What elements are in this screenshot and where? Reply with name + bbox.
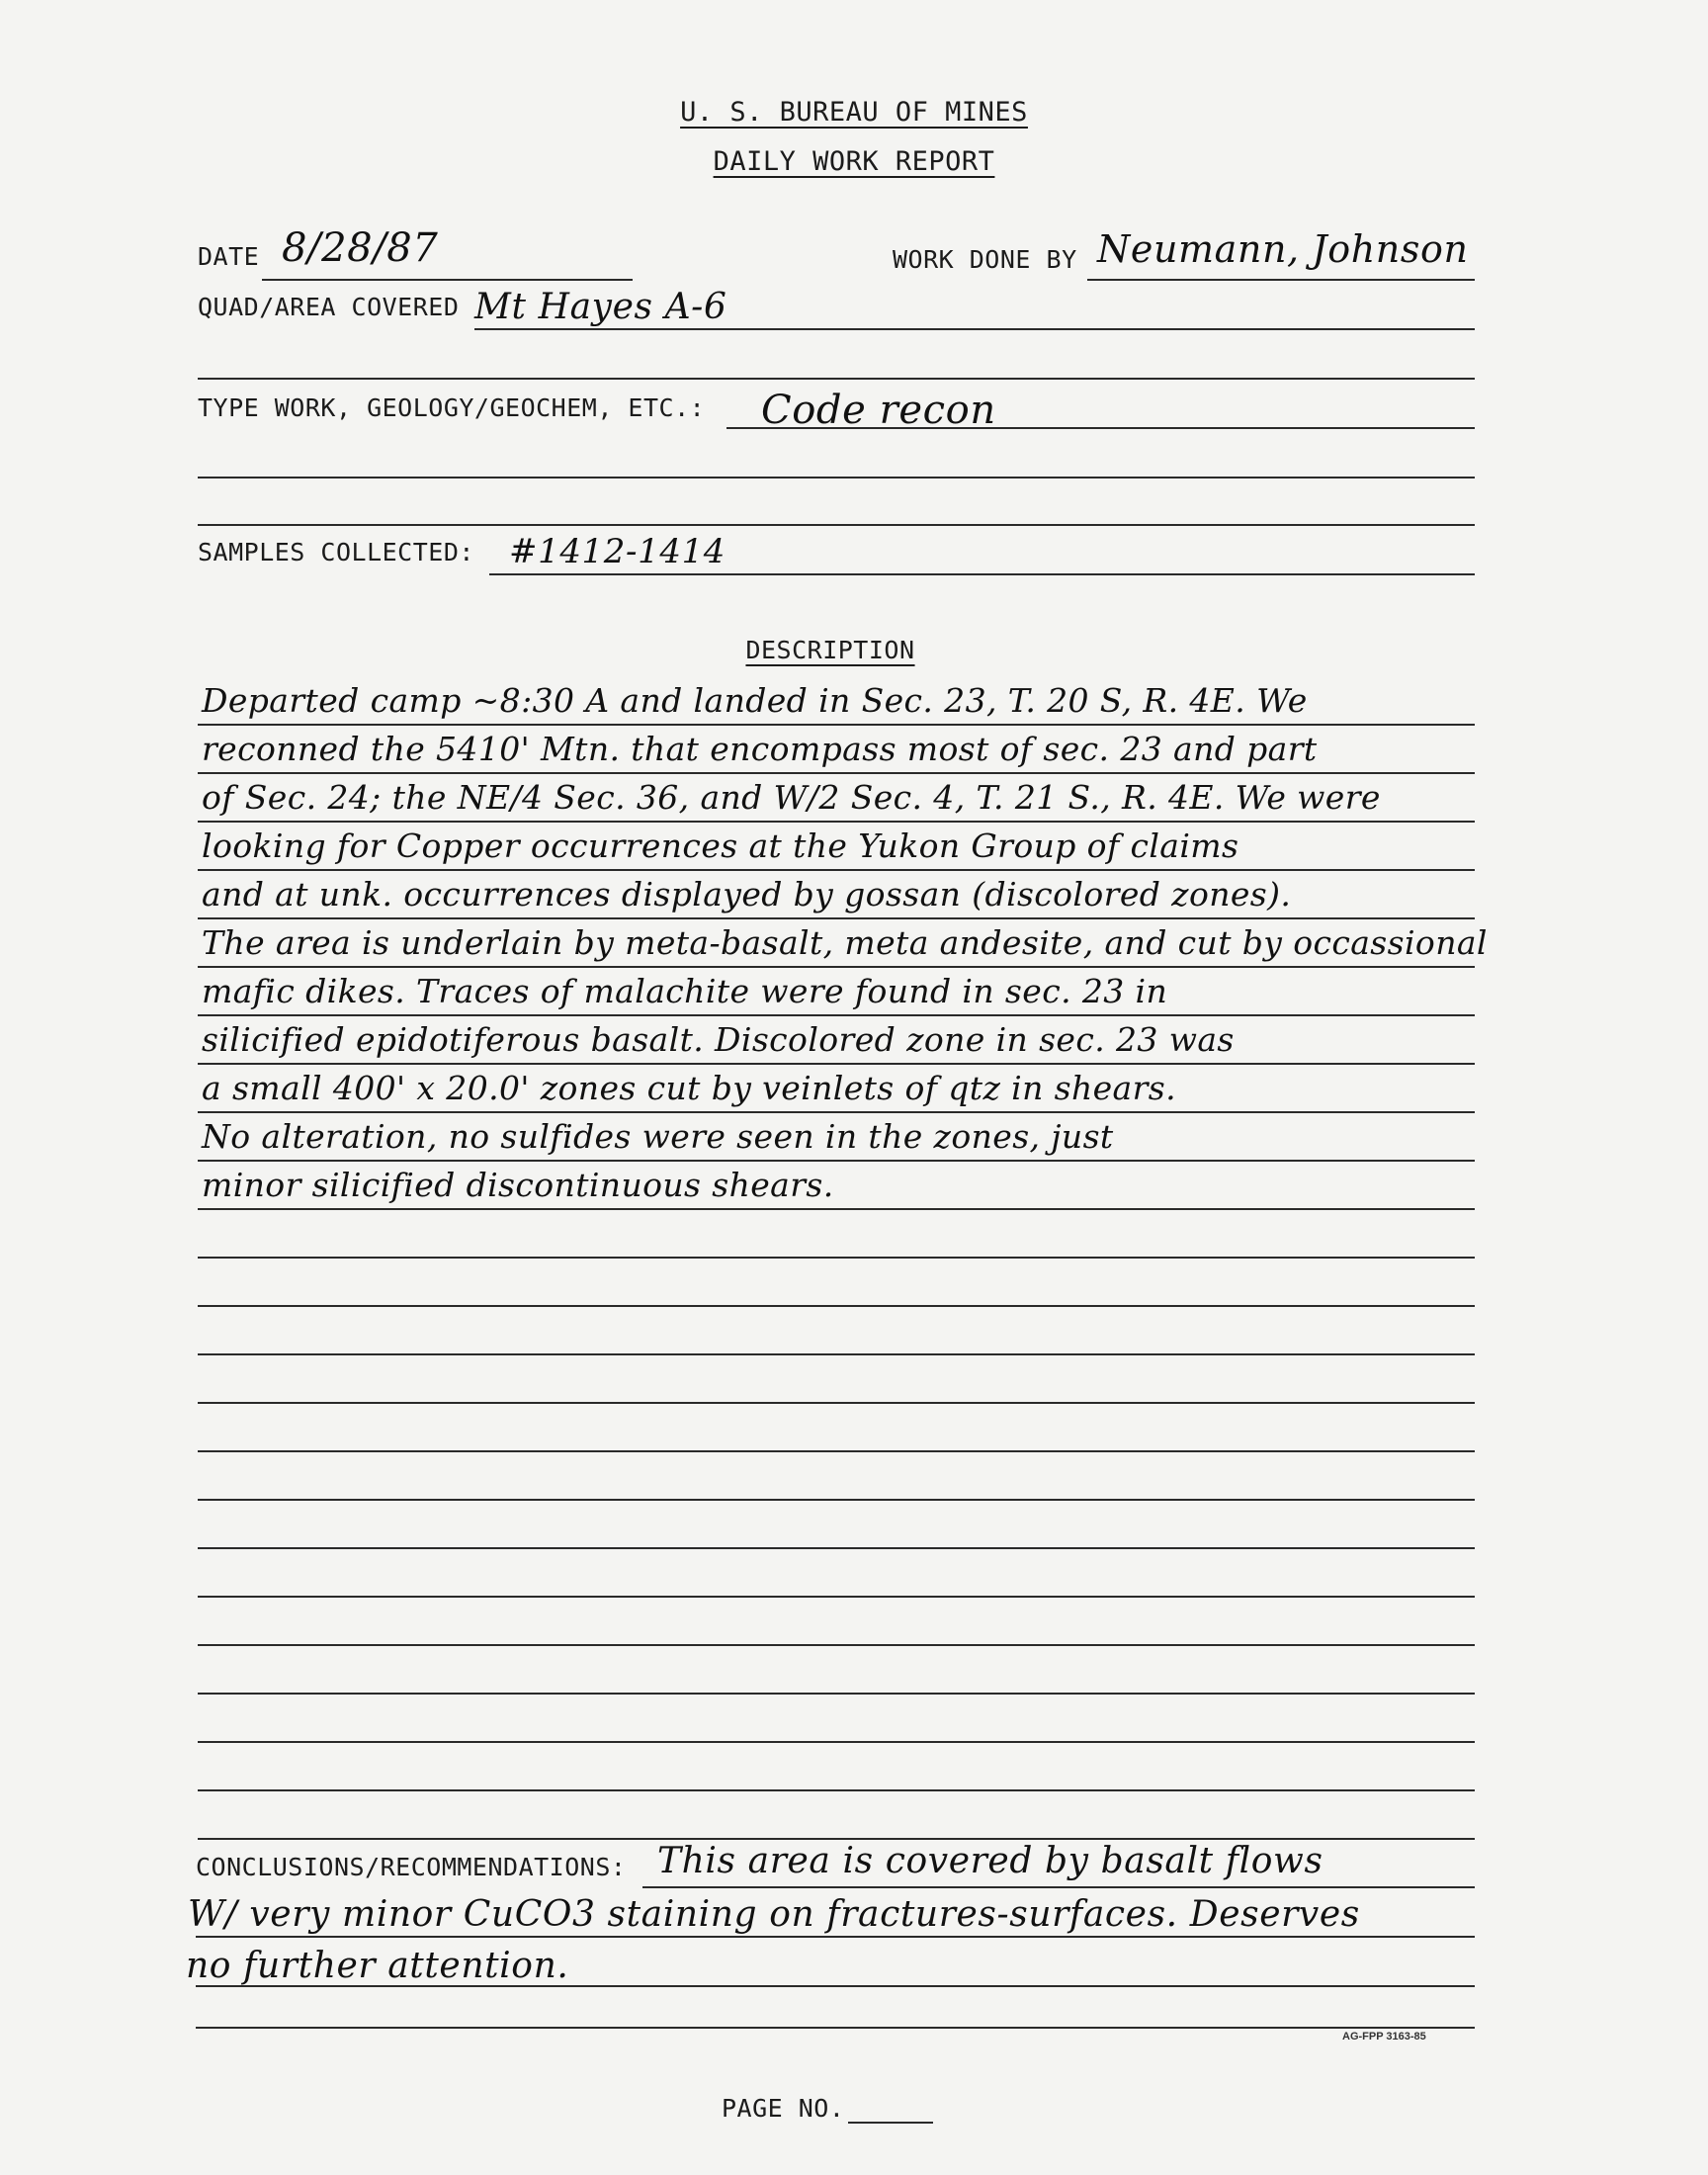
work-done-by-value: Neumann, Johnson bbox=[1097, 227, 1469, 271]
description-line: The area is underlain by meta-basalt, meta andesite, and cut by occassional bbox=[198, 916, 1475, 968]
quad-rule bbox=[474, 328, 1475, 330]
quad-rule-2 bbox=[198, 378, 1475, 380]
date-value: 8/28/87 bbox=[282, 225, 439, 271]
description-line: of Sec. 24; the NE/4 Sec. 36, and W/2 Sec. 4, T. 21 S., R. 4E. We were bbox=[198, 771, 1475, 823]
description-line bbox=[198, 1643, 1475, 1695]
report-type-title: DAILY WORK REPORT bbox=[713, 146, 995, 177]
work-done-by-rule bbox=[1087, 279, 1475, 281]
samples-value: #1412-1414 bbox=[509, 532, 726, 571]
description-line: looking for Copper occurrences at the Yukon Group of claims bbox=[198, 820, 1475, 871]
page-number-rule bbox=[848, 2122, 933, 2124]
type-work-rule-2 bbox=[198, 477, 1475, 478]
description-heading: DESCRIPTION bbox=[745, 636, 915, 664]
type-work-rule bbox=[726, 427, 1475, 429]
conclusions-line-2: W/ very minor CuCO3 staining on fractures-surfaces. Deserves bbox=[188, 1894, 1360, 1935]
description-line: Departed camp ~8:30 A and landed in Sec. 23, T. 20 S, R. 4E. We bbox=[198, 674, 1475, 726]
description-line: silicified epidotiferous basalt. Discolored zone in sec. 23 was bbox=[198, 1013, 1475, 1065]
samples-label: SAMPLES COLLECTED: bbox=[198, 538, 474, 566]
conclusions-line-3: no further attention. bbox=[186, 1946, 569, 1986]
conclusions-rule-3 bbox=[196, 1985, 1475, 1987]
conclusions-rule-1 bbox=[642, 1886, 1475, 1888]
type-work-rule-3 bbox=[198, 524, 1475, 526]
description-line bbox=[198, 1498, 1475, 1549]
type-work-label: TYPE WORK, GEOLOGY/GEOCHEM, ETC.: bbox=[198, 393, 706, 422]
conclusions-line-1: This area is covered by basalt flows bbox=[657, 1841, 1324, 1881]
description-line bbox=[198, 1401, 1475, 1452]
description-line bbox=[198, 1595, 1475, 1646]
description-line: a small 400' x 20.0' zones cut by veinlets of qtz in shears. bbox=[198, 1062, 1475, 1113]
description-line: minor silicified discontinuous shears. bbox=[198, 1159, 1475, 1210]
form-code: AG-FPP 3163-85 bbox=[1342, 2031, 1426, 2043]
description-line: and at unk. occurrences displayed by gossan (discolored zones). bbox=[198, 868, 1475, 919]
conclusions-rule-4 bbox=[196, 2027, 1475, 2029]
description-line: reconned the 5410' Mtn. that encompass most of sec. 23 and part bbox=[198, 723, 1475, 774]
quad-label: QUAD/AREA COVERED bbox=[198, 293, 460, 321]
conclusions-rule-2 bbox=[196, 1936, 1475, 1938]
description-line bbox=[198, 1740, 1475, 1791]
description-line bbox=[198, 1788, 1475, 1840]
samples-rule bbox=[489, 573, 1475, 575]
quad-value: Mt Hayes A-6 bbox=[474, 287, 727, 327]
page-number-label: PAGE NO. bbox=[722, 2094, 845, 2123]
description-line bbox=[198, 1304, 1475, 1355]
description-line bbox=[198, 1352, 1475, 1404]
description-line bbox=[198, 1449, 1475, 1501]
description-line bbox=[198, 1207, 1475, 1259]
date-label: DATE bbox=[198, 242, 260, 271]
description-line: No alteration, no sulfides were seen in the zones, just bbox=[198, 1110, 1475, 1162]
conclusions-label: CONCLUSIONS/RECOMMENDATIONS: bbox=[196, 1853, 627, 1881]
work-done-by-label: WORK DONE BY bbox=[893, 245, 1077, 274]
date-rule bbox=[262, 279, 633, 281]
agency-title: U. S. BUREAU OF MINES bbox=[680, 97, 1028, 128]
description-line: mafic dikes. Traces of malachite were found in sec. 23 in bbox=[198, 965, 1475, 1016]
description-line bbox=[198, 1256, 1475, 1307]
description-line bbox=[198, 1692, 1475, 1743]
description-line bbox=[198, 1546, 1475, 1598]
type-work-value: Code recon bbox=[761, 388, 996, 433]
